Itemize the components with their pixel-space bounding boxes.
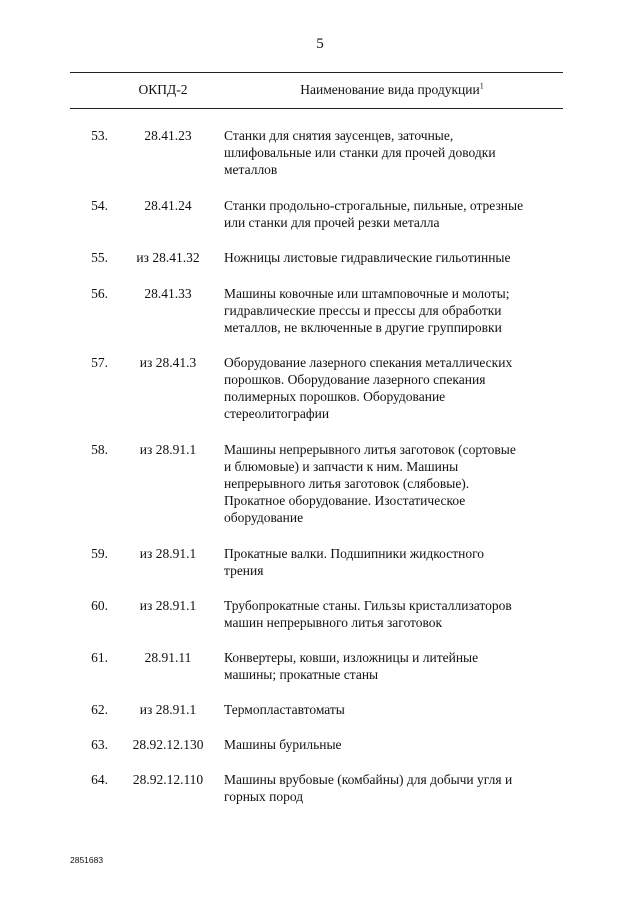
row-number: 56. <box>91 286 108 301</box>
row-name: Прокатные валки. Подшипники жидкостного трения <box>224 546 485 578</box>
row-name: Машины непрерывного литья заготовок (сортовые и блюмовые) и запчасти к ним. Машины непрерывного литья заготовок (слябовые). Прокатное оборудование. Изостатическое оборудование <box>224 442 516 525</box>
row-code: из 28.41.32 <box>136 250 200 265</box>
row-code: из 28.91.1 <box>139 442 197 457</box>
row-number: 61. <box>91 650 108 665</box>
row-number: 60. <box>91 598 108 613</box>
row-code: 28.41.33 <box>144 286 192 301</box>
row-number: 64. <box>91 772 108 787</box>
table-top-rule <box>70 72 563 73</box>
column-header-name-text: Наименование вида продукции <box>300 82 480 97</box>
row-number: 59. <box>91 546 108 561</box>
row-code: 28.91.11 <box>144 650 192 665</box>
row-name: Конвертеры, ковши, изложницы и литейные машины; прокатные станы <box>224 650 479 682</box>
row-name: Машины ковочные или штамповочные и молоты; гидравлические прессы и прессы для обработки металлов, не включенные в другие группировки <box>224 286 510 335</box>
column-header-name <box>222 82 562 98</box>
row-name: Трубопрокатные станы. Гильзы кристаллизаторов машин непрерывного литья заготовок <box>224 598 512 630</box>
row-name: Термопластавтоматы <box>224 702 345 717</box>
row-code: 28.92.12.110 <box>132 772 204 787</box>
row-code: из 28.91.1 <box>139 546 197 561</box>
row-number: 57. <box>91 355 108 370</box>
table-header <box>0 82 640 104</box>
footnote-marker: 1 <box>479 81 484 91</box>
table-header-rule <box>70 108 563 109</box>
row-name: Машины врубовые (комбайны) для добычи угля и горных пород <box>224 772 513 804</box>
row-number: 62. <box>91 702 108 717</box>
row-code: 28.92.12.130 <box>132 737 204 752</box>
row-code: из 28.91.1 <box>139 702 197 717</box>
row-number: 58. <box>91 442 108 457</box>
row-name: Ножницы листовые гидравлические гильотинные <box>224 250 511 265</box>
document-id: 2851683 <box>70 855 104 865</box>
row-name: Оборудование лазерного спекания металлических порошков. Оборудование лазерного спекания полимерных порошков. Оборудование стереолитографии <box>224 355 513 421</box>
row-number: 54. <box>91 198 108 213</box>
row-name: Машины бурильные <box>224 737 342 752</box>
page-number: 5 <box>316 36 324 52</box>
row-number: 63. <box>91 737 108 752</box>
row-code: 28.41.23 <box>144 128 192 143</box>
row-code: 28.41.24 <box>144 198 192 213</box>
row-name: Станки для снятия заусенцев, заточные, шлифовальные или станки для прочей доводки металлов <box>224 128 496 177</box>
row-number: 53. <box>91 128 108 143</box>
column-header-code: ОКПД-2 <box>138 82 188 97</box>
row-code: из 28.91.1 <box>139 598 197 613</box>
row-number: 55. <box>91 250 108 265</box>
row-name: Станки продольно-строгальные, пильные, отрезные или станки для прочей резки металла <box>224 198 524 230</box>
row-code: из 28.41.3 <box>139 355 197 370</box>
